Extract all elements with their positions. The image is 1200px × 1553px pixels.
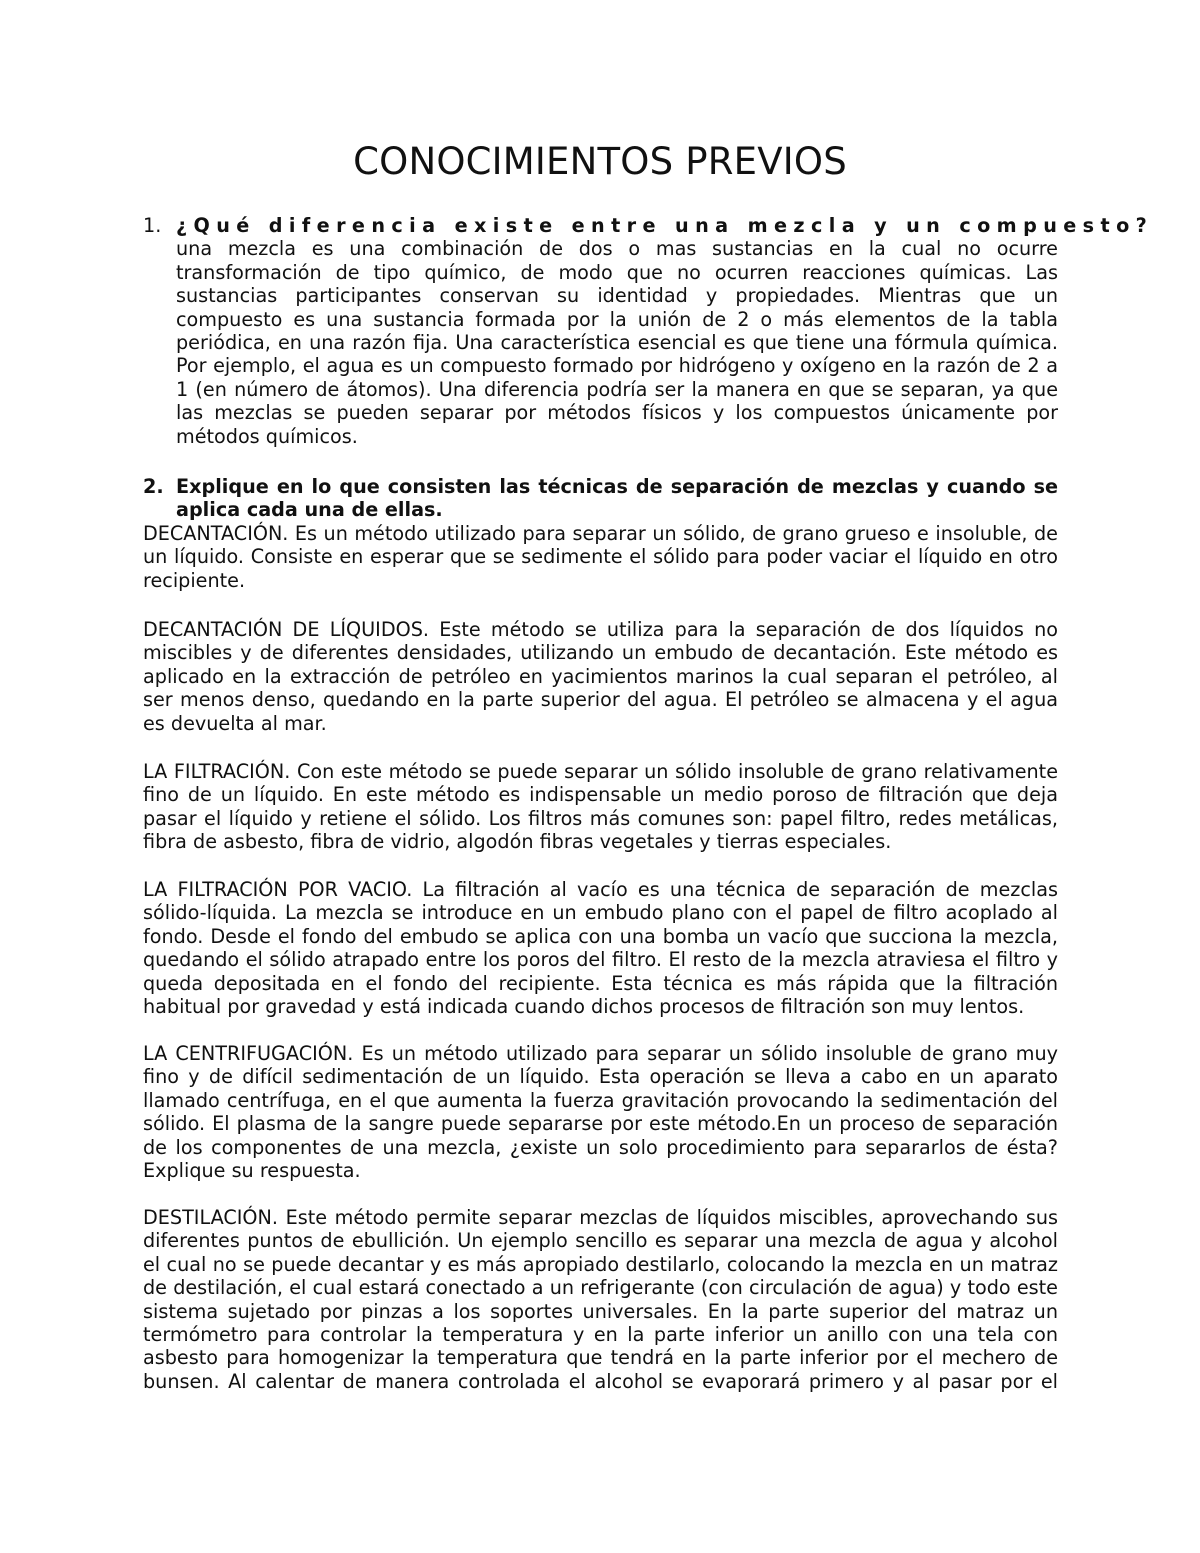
paragraph-decantacion: DECANTACIÓN. Es un método utilizado para separar un sólido, de grano grueso e insoluble, de un líquido. Consiste en esperar que se sedimente el sólido para poder vaciar el líquido en otro recipiente. (143, 522, 1058, 592)
paragraph-centrifugacion: LA CENTRIFUGACIÓN. Es un método utilizado para separar un sólido insoluble de grano muy fino y de difícil sedimentación de un líquido. Esta operación se lleva a cabo en un aparato llamado centrífuga, en el que aumenta la fuerza gravitación provocando la sedimentación del sólido. El plasma de la sangre puede separarse por este método.En un proceso de separación de los componentes de una mezcla, ¿existe un solo procedimiento para separarlos de ésta? Explique su respuesta. (143, 1042, 1058, 1183)
question-1-answer: una mezcla es una combinación de dos o mas sustancias en la cual no ocurre transformación de tipo químico, de modo que no ocurren reacciones químicas. Las sustancias participantes conservan su identidad y propiedades. Mientras que un compuesto es una sustancia formada por la unión de 2 o más elementos de la tabla periódica, en una razón fija. Una característica esencial es que tiene una fórmula química. Por ejemplo, el agua es un compuesto formado por hidrógeno y oxígeno en la razón de 2 a 1 (en número de átomos). Una diferencia podría ser la manera en que se separan, ya que las mezclas se pueden separar por métodos físicos y los compuestos únicamente por métodos químicos. (176, 237, 1058, 448)
question-2-number: 2. (143, 475, 164, 498)
paragraph-filtracion: LA FILTRACIÓN. Con este método se puede separar un sólido insoluble de grano relativamente fino de un líquido. En este método es indispensable un medio poroso de filtración que deja pasar el líquido y retiene el sólido. Los filtros más comunes son: papel filtro, redes metálicas, fibra de asbesto, fibra de vidrio, algodón fibras vegetales y tierras especiales. (143, 760, 1058, 854)
paragraph-destilacion: DESTILACIÓN. Este método permite separar mezclas de líquidos miscibles, aprovechando sus diferentes puntos de ebullición. Un ejemplo sencillo es separar una mezcla de agua y alcohol el cual no se puede decantar y es más apropiado destilarlo, colocando la mezcla en un matraz de destilación, el cual estará conectado a un refrigerante (con circulación de agua) y todo este sistema sujetado por pinzas a los soportes universales. En la parte superior del matraz un termómetro para controlar la temperatura y en la parte inferior un anillo con una tela con asbesto para homogenizar la temperatura que tendrá en la parte inferior por el mechero de bunsen. Al calentar de manera controlada el alcohol se evaporará primero y al pasar por el (143, 1206, 1058, 1393)
paragraph-decantacion-liquidos: DECANTACIÓN DE LÍQUIDOS. Este método se utiliza para la separación de dos líquidos no miscibles y de diferentes densidades, utilizando un embudo de decantación. Este método es aplicado en la extracción de petróleo en yacimientos marinos la cual separan el petróleo, al ser menos denso, quedando en la parte superior del agua. El petróleo se almacena y el agua es devuelta al mar. (143, 618, 1058, 735)
question-2-text: Explique en lo que consisten las técnicas de separación de mezclas y cuando se aplica cada una de ellas. (176, 475, 1058, 522)
paragraph-filtracion-vacio: LA FILTRACIÓN POR VACIO. La filtración al vacío es una técnica de separación de mezclas sólido-líquida. La mezcla se introduce en un embudo plano con el papel de filtro acoplado al fondo. Desde el fondo del embudo se aplica con una bomba un vacío que succiona la mezcla, quedando el sólido atrapado entre los poros del filtro. El resto de la mezcla atraviesa el filtro y queda depositada en el fondo del recipiente. Esta técnica es más rápida que la filtración habitual por gravedad y está indicada cuando dichos procesos de filtración son muy lentos. (143, 878, 1058, 1019)
question-1-block (176, 214, 1154, 448)
question-1-number: 1. (143, 214, 162, 237)
question-1-text: ¿Qué diferencia existe entre una mezcla y un compuesto? (176, 214, 1154, 237)
page-title: CONOCIMIENTOS PREVIOS (353, 140, 847, 183)
